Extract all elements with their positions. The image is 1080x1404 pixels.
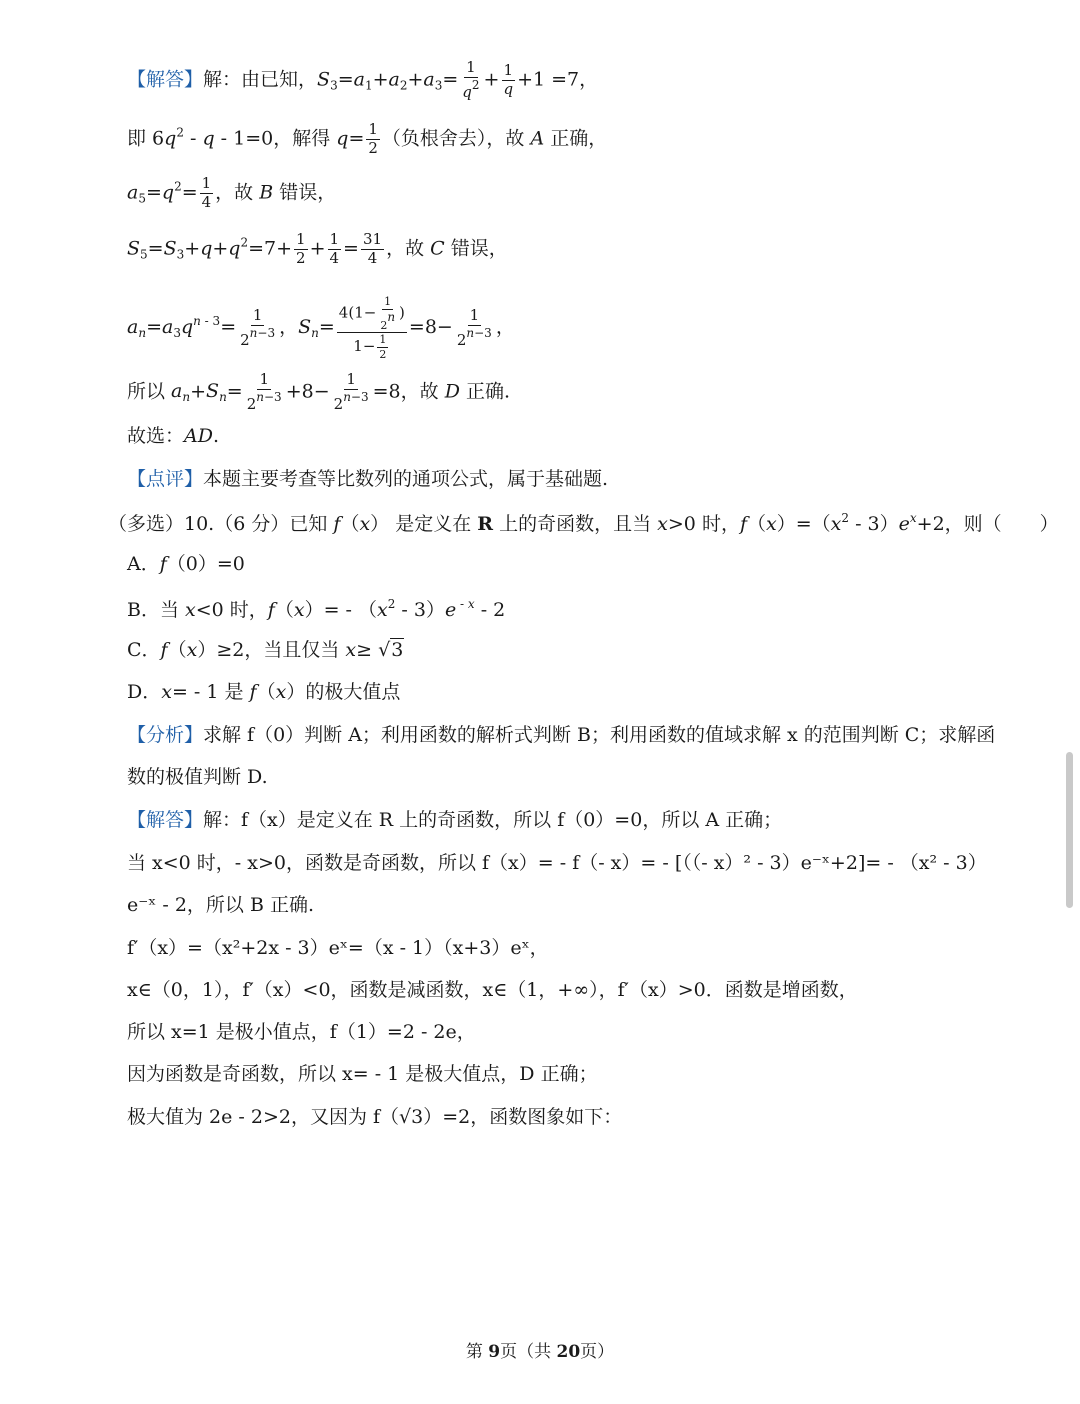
q9-review: 【点评】本题主要考查等比数列的通项公式，属于基础题. — [127, 468, 609, 490]
q10-analysis-2: 数的极值判断 D. — [127, 766, 268, 788]
q10-solution-1: 【解答】解：f（x）是定义在 R 上的奇函数，所以 f（0）=0，所以 A 正确； — [127, 809, 783, 831]
fraction: $\frac{1}{q}$ — [503, 61, 514, 98]
q10-option-b: B．当 x<0 时，$f(x)= - (x^2 - 3)e$ $^{- x}$ - 2 — [127, 597, 506, 621]
q9-line-1: 【解答】解：由已知，$S_3=a_1+a_2+a_3=$ $\frac{1}{q^2}$ + $\frac{1}{q}$ +1 =7， — [127, 58, 599, 101]
fraction: $\frac{1}{2^{n-3}}$ — [333, 370, 369, 413]
q10-solution-7: 因为函数是奇函数，所以 x= - 1 是极大值点，D 正确； — [127, 1063, 598, 1085]
q10-solution-2: 当 x<0 时，- x>0，函数是奇函数，所以 f（x）= - f（- x）= - [（（- x）² - 3）e⁻ˣ+2]= - （x² - 3） — [127, 852, 987, 874]
fraction: $\frac{1}{2}$ — [296, 230, 306, 267]
fraction: $\frac{1}{2}$ — [368, 120, 378, 157]
review-tag: 【点评】 — [127, 468, 204, 490]
fraction: 4(1− $\frac{1}{2^n}$ ) 1− $\frac{1}{2}$ — [338, 295, 405, 361]
vertical-scrollbar[interactable] — [1066, 752, 1073, 908]
q10-solution-8: 极大值为 2e - 2>2，又因为 f（√3）=2，函数图象如下： — [127, 1106, 623, 1128]
q10-option-d: D．x= - 1 是 f（x）的极大值点 — [127, 681, 401, 703]
answer-tag: 【解答】 — [127, 68, 204, 91]
page-footer: 第 9页（共 20页） — [465, 1342, 615, 1362]
page-number: 9 — [488, 1342, 501, 1362]
q10-solution-3: e⁻ˣ - 2，所以 B 正确. — [127, 894, 314, 916]
q10-solution-5: x∈（0，1），f′（x）<0，函数是减函数，x∈（1，+∞），f′（x）>0．函数是增函数， — [127, 979, 858, 1001]
fraction: $\frac{31}{4}$ — [362, 230, 383, 267]
q9-line-6: 所以 $a_n+S_n=$ $\frac{1}{2^{n-3}}$ +8− $\frac{1}{2^{n-3}}$ =8，故 D 正确. — [127, 370, 511, 413]
q10-solution-6: 所以 x=1 是极小值点，f（1）=2 - 2e， — [127, 1021, 476, 1043]
q9-choose: 故选：AD. — [127, 425, 220, 447]
fraction: $\frac{1}{2^{n-3}}$ — [240, 305, 276, 349]
q9-line-5: $a_n=a_3q^{n - 3}=$ $\frac{1}{2^{n-3}}$ ，$S_n=$ 4(1− $\frac{1}{2^n}$ ) 1− $\frac{1}{2}$ =8− $\frac{1}{2^{n-3}}$ ， — [127, 295, 515, 361]
q10-option-a: A．f（0）=0 — [127, 553, 245, 575]
fraction: $\frac{1}{4}$ — [329, 230, 340, 267]
q10-option-c: C．f（x）≥2，当且仅当 x≥ √3 — [127, 639, 404, 661]
q9-line-2: 即 $6q^2 - q - 1=0$，解得 q= $\frac{1}{2}$ （负根舍去），故 A 正确， — [127, 120, 608, 157]
q10-solution-4: f′（x）=（x²+2x - 3）eˣ=（x - 1）（x+3）eˣ， — [127, 937, 549, 959]
sqrt-symbol: √3 — [378, 639, 404, 661]
q10-analysis-1: 【分析】求解 f（0）判断 A；利用函数的解析式判断 B；利用函数的值域求解 x 的范围判断 C；求解函 — [127, 724, 996, 746]
fraction: $\frac{1}{4}$ — [201, 174, 212, 211]
q9-line-3: $a_5=q^2=$ $\frac{1}{4}$ ，故 B 错误， — [127, 174, 337, 211]
fraction: $\frac{1}{2^{n-3}}$ — [246, 370, 282, 413]
fraction: $\frac{1}{2^{n-3}}$ — [456, 305, 492, 349]
fraction: $\frac{1}{q^2}$ — [462, 58, 480, 101]
q9-line-4: $S_5=S_3+q+q^2=7+$ $\frac{1}{2}$ + $\frac{1}{4}$ = $\frac{31}{4}$ ，故 C 错误， — [127, 230, 508, 267]
total-pages: 20 — [556, 1342, 581, 1362]
analysis-tag: 【分析】 — [127, 724, 204, 746]
q10-stem: （多选）10.（6 分）已知 f（x） 是定义在 R 上的奇函数，且当 x>0 时，$f(x)=(x^2 - 3)e^x+2$，则（ ） — [108, 511, 1059, 535]
answer-tag: 【解答】 — [127, 809, 204, 831]
